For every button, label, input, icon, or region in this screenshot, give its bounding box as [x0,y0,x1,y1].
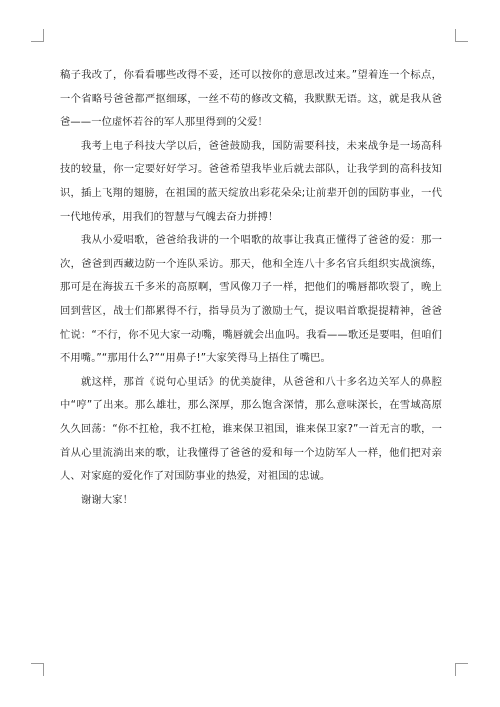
paragraph-singing-story: 我从小爱唱歌，爸爸给我讲的一个唱歌的故事让我真正懂得了爸爸的爱：那一次，爸爸到西藏边防一个连队采访。那天，他和全连八十多名官兵组织实战演练，那可是在海拔五千多米的高原啊，雪风像刀子一样，把他们的嘴唇都吹裂了，晚上回到营区，战士们都累得不行，指导员为了激励士气，提议唱首歌提提精神，爸爸忙说：“不行，你不见大家一动嘴，嘴唇就会出血吗。我看——歌还是要唱，但咱们不用嘴。”“那用什么?”“用鼻子!”大家笑得马上捂住了嘴巴。 [60,234,442,365]
crop-mark-top-right [455,29,468,42]
crop-mark-bottom-right [455,663,468,676]
crop-mark-bottom-left [31,663,44,676]
paragraph-closing: 谢谢大家！ [81,493,133,506]
paragraph-university: 我考上电子科技大学以后，爸爸鼓励我，国防需要科技，未来战争是一场高科技的较量，你一定要好好学习。爸爸希望我毕业后就去部队，让我学到的高科技知识，插上飞翔的翅膀，在祖国的蓝天绽放出彩花朵朵;让前辈开创的国防事业，一代一代地传承，用我们的智慧与气魄去奋力拼搏！ [60,139,442,223]
paragraph-song-melody: 就这样，那首《说句心里话》的优美旋律，从爸爸和八十多名边关军人的鼻腔中“哼”了出来。那么雄壮，那么深厚，那么饱含深情，那么意味深长，在雪域高原久久回荡：“你不扛枪，我不扛枪，谁来保卫祖国，谁来保卫家?”一首无言的歌，一首从心里流淌出来的歌，让我懂得了爸爸的爱和每一个边防军人一样，他们把对亲人、对家庭的爱化作了对国防事业的热爱，对祖国的忠诚。 [60,375,442,483]
document-body [60,64,442,512]
crop-mark-top-left [31,29,44,42]
paragraph-continued: 稿子我改了，你看看哪些改得不妥，还可以按你的意思改过来。”望着连一个标点，一个省略号爸爸都严抠细琢，一丝不苟的修改文稿，我默默无语。这，就是我从爸爸——一位虚怀若谷的军人那里得到的父爱！ [60,69,442,129]
